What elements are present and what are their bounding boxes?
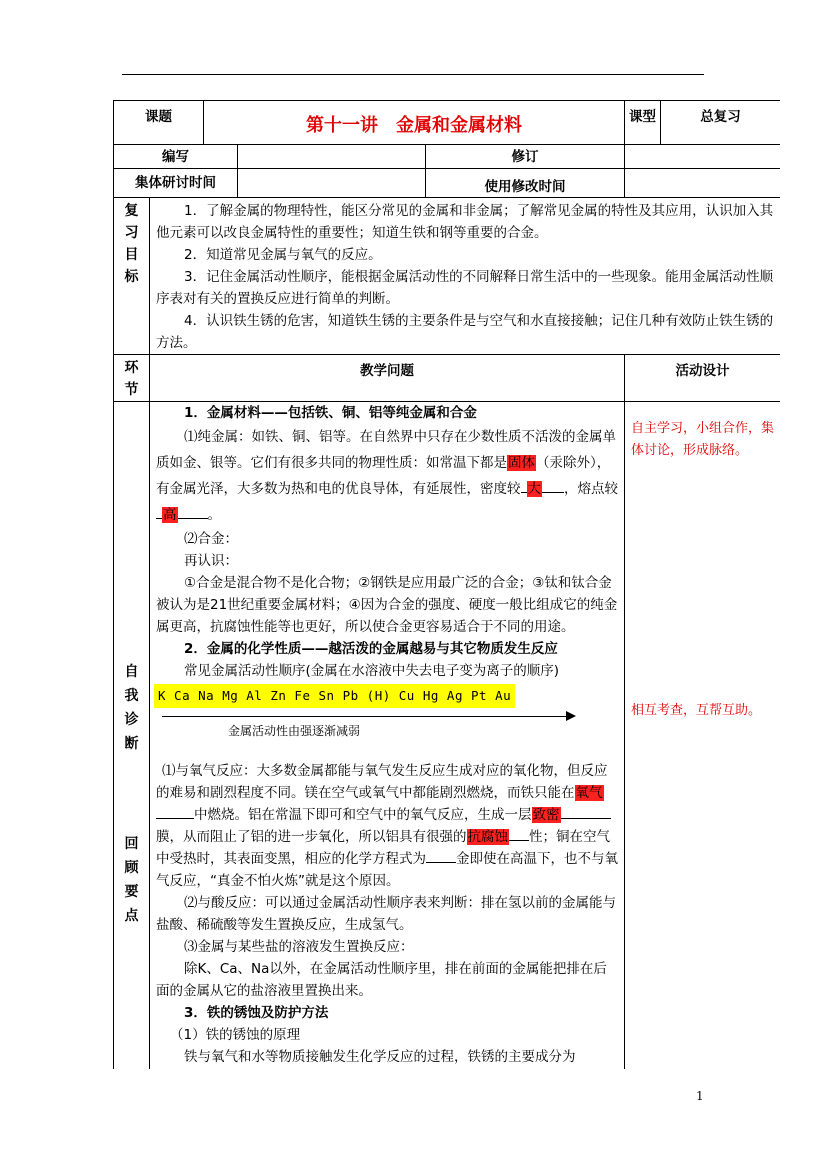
teaching-content [150, 402, 625, 1070]
paragraph: ⑵与酸反应：可以通过金属活动性顺序表来判断：排在氢以前的金属能与盐酸、稀硫酸等发生置换反应，生成氢气。 [156, 895, 616, 933]
type-label: 课型 [625, 101, 661, 145]
review-points-label: 回顾要点 [124, 836, 139, 924]
paragraph: ①合金是混合物不是化合物；②钢铁是应用最广泛的合金；③钛和钛合金被认为是21世纪重要金属材料；④因为合金的强度、硬度一般比组成它的纯金属更高，抗腐蚀性能等也更好，所以使合金更容易适合于不同的用途。 [156, 575, 618, 635]
activity-series: K Ca Na Mg Al Zn Fe Sn Pb (H) Cu Hg Ag Pt Au [154, 684, 515, 708]
author-value [238, 145, 426, 169]
answer-high: 高 [163, 507, 177, 523]
paragraph: ⑵合金： [184, 531, 238, 547]
revise-value [625, 145, 781, 169]
activity-column-header: 活动设计 [625, 355, 781, 402]
activity-arrow [156, 708, 618, 744]
paragraph: 除K、Ca、Na以外，在金属活动性顺序里，排在前面的金属能把排在后面的金属从它的盐溶液里置换出来。 [156, 961, 607, 999]
paragraph: ⑶金属与某些盐的溶液发生置换反应： [184, 939, 414, 955]
arrow-line [162, 716, 572, 717]
group-time-value [238, 169, 426, 198]
author-label: 编写 [114, 145, 238, 169]
problems-column-header: 教学问题 [150, 355, 625, 402]
answer-anticorrosion: 抗腐蚀 [467, 829, 508, 845]
goal-item: 2．知道常见金属与氧气的反应。 [184, 247, 382, 263]
goals-label: 复习目标 [124, 203, 139, 285]
arrow-caption: 金属活动性由强逐渐减弱 [228, 724, 361, 738]
paragraph: ⑴纯金属：如铁、铜、铝等。在自然界中只存在少数性质不活泼的金属单质如金、银等。它们有很多共同的物理性质：如常温下都是固体（汞除外），有金属光泽，大多数为热和电的优良导体，有延展性，密度较 大 ，熔点较高 。 [156, 429, 618, 523]
activity-1: 自主学习，小组合作，集体讨论，形成脉络。 [631, 421, 775, 458]
activity-cell [625, 402, 781, 1070]
section-3-title: 3．铁的锈蚀及防护方法 [184, 1005, 329, 1021]
activity-2: 相互考查，互帮互助。 [631, 703, 762, 718]
answer-large: 大 [527, 481, 541, 497]
goal-item: 3．记住金属活动性顺序，能根据金属活动性的不同解释日常生活中的一些现象。能用金属活动性顺序表对有关的置换反应进行简单的判断。 [156, 269, 774, 307]
answer-solid: 固体 [508, 455, 535, 471]
paragraph: 铁与氧气和水等物质接触发生化学反应的过程，铁锈的主要成分为 [184, 1049, 576, 1065]
lesson-plan-table [113, 100, 780, 1069]
course-label: 课题 [114, 101, 204, 145]
goals-list [150, 198, 781, 355]
answer-dense: 致密 [532, 807, 560, 823]
paragraph: 再认识： [184, 553, 238, 569]
use-time-label: 使用修改时间 [426, 169, 625, 198]
goal-item: 4．认识铁生锈的危害，知道铁生锈的主要条件是与空气和水直接接触；记住几种有效防止铁生锈的方法。 [156, 313, 774, 351]
revise-label: 修订 [426, 145, 625, 169]
paragraph: （1）铁的锈蚀的原理 [170, 1027, 301, 1043]
page-number: 1 [696, 1089, 704, 1103]
self-diagnosis-label: 自我诊断 [124, 664, 139, 752]
stage-column-header: 环节 [124, 360, 139, 398]
goal-item: 1．了解金属的物理特性，能区分常见的金属和非金属；了解常见金属的特性及其应用，认识加入其他元素可以改良金属特性的重要性；知道生铁和钢等重要的合金。 [156, 203, 774, 241]
group-time-label: 集体研讨时间 [114, 169, 238, 198]
type-value: 总复习 [661, 101, 781, 145]
section-1-title: 1．金属材料——包括铁、铜、铝等纯金属和合金 [184, 405, 477, 421]
header-rule [122, 74, 704, 75]
answer-oxygen: 氧气 [575, 785, 603, 801]
course-title: 第十一讲 金属和金属材料 [204, 101, 625, 145]
use-time-value [625, 169, 781, 198]
arrow-head-icon [566, 711, 576, 721]
paragraph: ⑴与氧气反应：大多数金属都能与氧气发生反应生成对应的氧化物，但反应的难易和剧烈程度不同。镁在空气或氧气中都能剧烈燃烧，而铁只能在氧气中燃烧。铝在常温下即可和空气中的氧气反应，生成一层致密膜，从而阻止了铝的进一步氧化，所以铝具有很强的抗腐蚀 性；铜在空气中受热时，其表面变黑，相应的化学方程式为 金即使在高温下，也不与氧气反应，“真金不怕火炼”就是这个原因。 [156, 763, 618, 889]
paragraph: 常见金属活动性顺序(金属在水溶液中失去电子变为离子的顺序) [184, 663, 560, 679]
section-2-title: 2．金属的化学性质——越活泼的金属越易与其它物质发生反应 [184, 641, 558, 657]
